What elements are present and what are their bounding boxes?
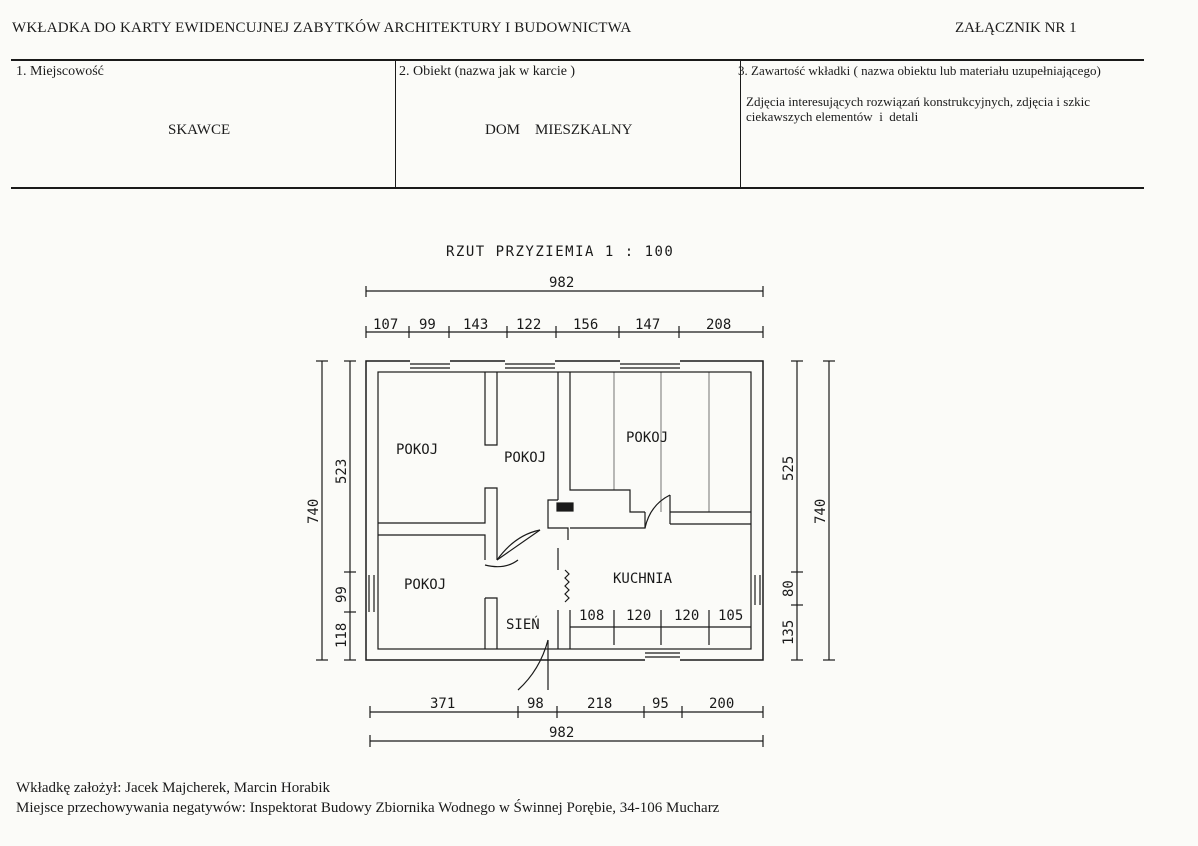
dim-bottom-3: 218 [587, 696, 613, 712]
dim-top-2: 99 [419, 317, 436, 333]
field-contents-value-line1: Zdjęcia interesujących rozwiązań konstrukcyjnych, zdjęcia i szkic [746, 94, 1090, 109]
dim-left-3: 118 [334, 622, 350, 648]
dim-bottom-5: 200 [709, 696, 735, 712]
room-kuchnia: KUCHNIA [613, 571, 673, 587]
room-sien: SIEŃ [506, 617, 540, 633]
field-contents-value-line2: ciekawszych elementów i detali [746, 109, 919, 124]
room-pokoj-bottom-left: POKOJ [404, 577, 447, 593]
dim-kitchen-4: 105 [718, 608, 744, 624]
dim-top-1: 107 [373, 317, 399, 333]
field-contents-label: 3. Zawartość wkładki ( nazwa obiektu lub materiału uzupełniającego) [738, 63, 1101, 78]
dim-top-6: 147 [635, 317, 661, 333]
dim-bottom-1: 371 [430, 696, 456, 712]
field-locality-label: 1. Miejscowość [16, 64, 104, 79]
dim-right-total: 740 [813, 498, 829, 524]
dim-kitchen-2: 120 [626, 608, 652, 624]
dim-bottom-2: 98 [527, 696, 544, 712]
dim-top-total: 982 [549, 275, 575, 291]
dim-top-5: 156 [573, 317, 599, 333]
dim-top-4: 122 [516, 317, 542, 333]
annex-number: ZAŁĄCZNIK NR 1 [955, 20, 1077, 36]
field-locality-value: SKAWCE [168, 122, 231, 138]
dim-bottom-total: 982 [549, 725, 575, 741]
dim-kitchen-1: 108 [579, 608, 605, 624]
room-pokoj-top-right: POKOJ [626, 430, 669, 446]
dim-left-1: 523 [334, 458, 350, 484]
room-pokoj-top-middle: POKOJ [504, 450, 547, 466]
dim-right-2: 80 [781, 580, 797, 597]
dim-top-3: 143 [463, 317, 489, 333]
plan-title: RZUT PRZYZIEMIA 1 : 100 [446, 244, 675, 260]
field-object-label: 2. Obiekt (nazwa jak w karcie ) [399, 64, 576, 79]
footer-author: Wkładkę założył: Jacek Majcherek, Marcin Horabik [16, 780, 331, 796]
dim-bottom-4: 95 [652, 696, 669, 712]
dim-kitchen-3: 120 [674, 608, 700, 624]
dim-left-total: 740 [306, 498, 322, 524]
room-pokoj-top-left: POKOJ [396, 442, 439, 458]
document-title: WKŁADKA DO KARTY EWIDENCUJNEJ ZABYTKÓW ARCHITEKTURY I BUDOWNICTWA [12, 20, 632, 36]
dim-left-2: 99 [334, 586, 350, 603]
footer-storage: Miejsce przechowywania negatywów: Inspektorat Budowy Zbiornika Wodnego w Świnnej Porębie, 34-106 Mucharz [16, 800, 720, 816]
dim-right-1: 525 [781, 455, 797, 481]
field-object-value: DOM MIESZKALNY [485, 122, 633, 138]
dim-top-7: 208 [706, 317, 732, 333]
dim-right-3: 135 [781, 619, 797, 645]
